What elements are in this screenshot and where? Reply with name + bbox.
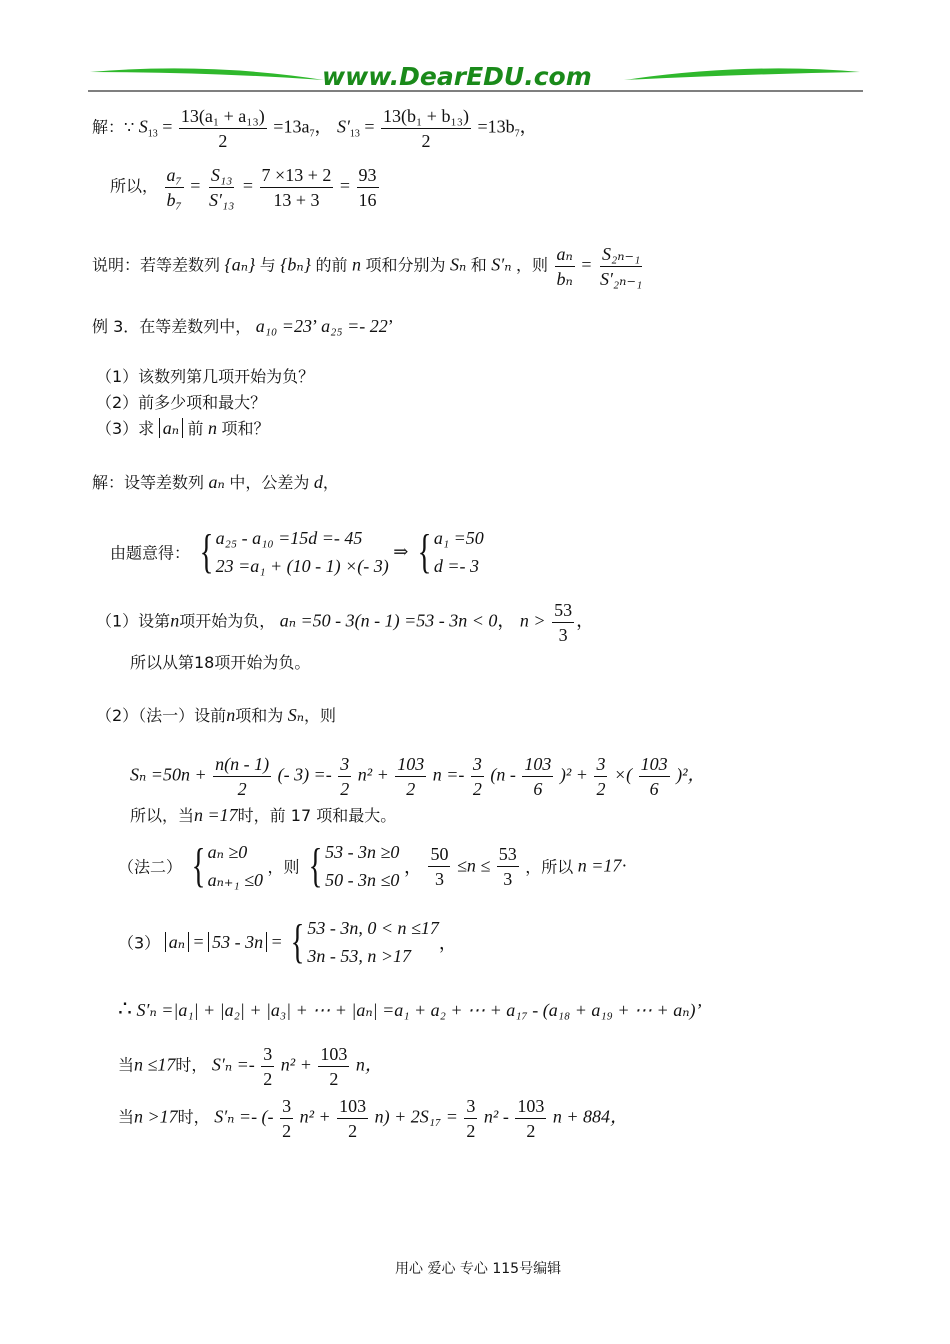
case-n-gt-17: 当n >17时， S′ₙ =- (- $\frac{3}{2}$ n² + $\frac{103}{2}$ n) + 2S₁₇ = $\frac{3}{2}$ n² - $\frac{103}{2}$ n + 884， <box>118 1096 628 1141</box>
question-1: （1）该数列第几项开始为负？ <box>96 367 315 386</box>
question-3: （3）求 aₙ 前 n 项和？ <box>96 418 270 438</box>
page-footer: 用心 爱心 专心 115号编辑 <box>395 1261 562 1277</box>
part-3: （3） aₙ = 53 - 3n = { 53 - 3n, 0 < n ≤17 3n - 53, n >17 ， <box>118 915 457 968</box>
solution-line-2: 所以， $\frac{\text{a₇}}{\text{b₇}}$ = $\frac{\text{S₁₃}}{\text{S′₁₃}}$ = $\frac{7 \times 13 + 2}{13 + 3}$ = $\frac{93}{16}$ <box>110 165 377 210</box>
question-2: （2）前多少项和最大？ <box>96 393 267 412</box>
given-system: 由题意得： { a₂₅ - a₁₀ =15d =- 45 23 =a₁ + (10 - 1) ×(- 3) ⇒ { a₁ =50 d =- 3 <box>110 525 484 578</box>
sum-formula: Sₙ =50n + $\frac{n(n - 1)}{2}$ (- 3) =- $\frac{3}{2}$ n² + $\frac{103}{2}$ n =- $\frac{3}{2}$ (n - $\frac{103}{6}$ )² + $\frac{3}{2}$ ×( $\frac{103}{6}$ )²， <box>130 754 706 799</box>
right-leaf-icon <box>624 68 860 80</box>
solution-setup: 解：设等差数列 aₙ 中，公差为 d， <box>92 472 339 492</box>
part-2-method-1: （2）（法一）设前n项和为 Sₙ，则 <box>96 705 337 725</box>
left-leaf-icon <box>90 68 324 80</box>
part-1: （1）设第n项开始为负， aₙ =50 - 3(n - 1) =53 - 3n < 0， n > $\frac{53}{3}$ ， <box>96 600 595 645</box>
site-title: www.DearEDU.com <box>322 62 592 91</box>
case-n-le-17: 当n ≤17时， S′ₙ =- $\frac{3}{2}$ n² + $\frac{103}{2}$ n， <box>118 1044 383 1089</box>
example-3-title: 例 3．在等差数列中， a₁₀ =23’ a₂₅ =- 22’ <box>92 316 394 336</box>
solution-line-1: 解：∵ $S_{13}$ = $\frac{\text{13(a₁ + a₁₃)}}{2}$ $=13a_7$， $S'_{13}$ = $\frac{\text{13(b₁ + b₁₃)}}{2}$ $=13b_7$， <box>92 106 538 151</box>
part-1-conclusion: 所以从第18项开始为负。 <box>130 653 311 672</box>
part-2-method-2: （法二） { aₙ ≥0 aₙ₊₁ ≤0 ，则 { 53 - 3n ≥0 50 - 3n ≤0 ， $\frac{50}{3}$ ≤n ≤ $\frac{53}{3}$ ，所以 n =17· <box>118 839 628 892</box>
note-line: 说明：若等差数列 {aₙ} 与 {bₙ} 的前 n 项和分别为 Sₙ 和 S′ₙ ，则 $\frac{\text{aₙ}}{\text{bₙ}}$ = $\frac{\text{S₂ₙ₋₁}}{\text{S′₂ₙ₋₁}}$ <box>92 244 643 289</box>
part-2-conclusion: 所以，当n =17时，前 17 项和最大。 <box>130 805 397 825</box>
abs-sum-line: ∴ S′ₙ =|a₁| + |a₂| + |a₃| + ⋯ + |aₙ| =a₁ + a₂ + ⋯ + a₁₇ - (a₁₈ + a₁₉ + ⋯ + aₙ)’ <box>118 996 702 1021</box>
